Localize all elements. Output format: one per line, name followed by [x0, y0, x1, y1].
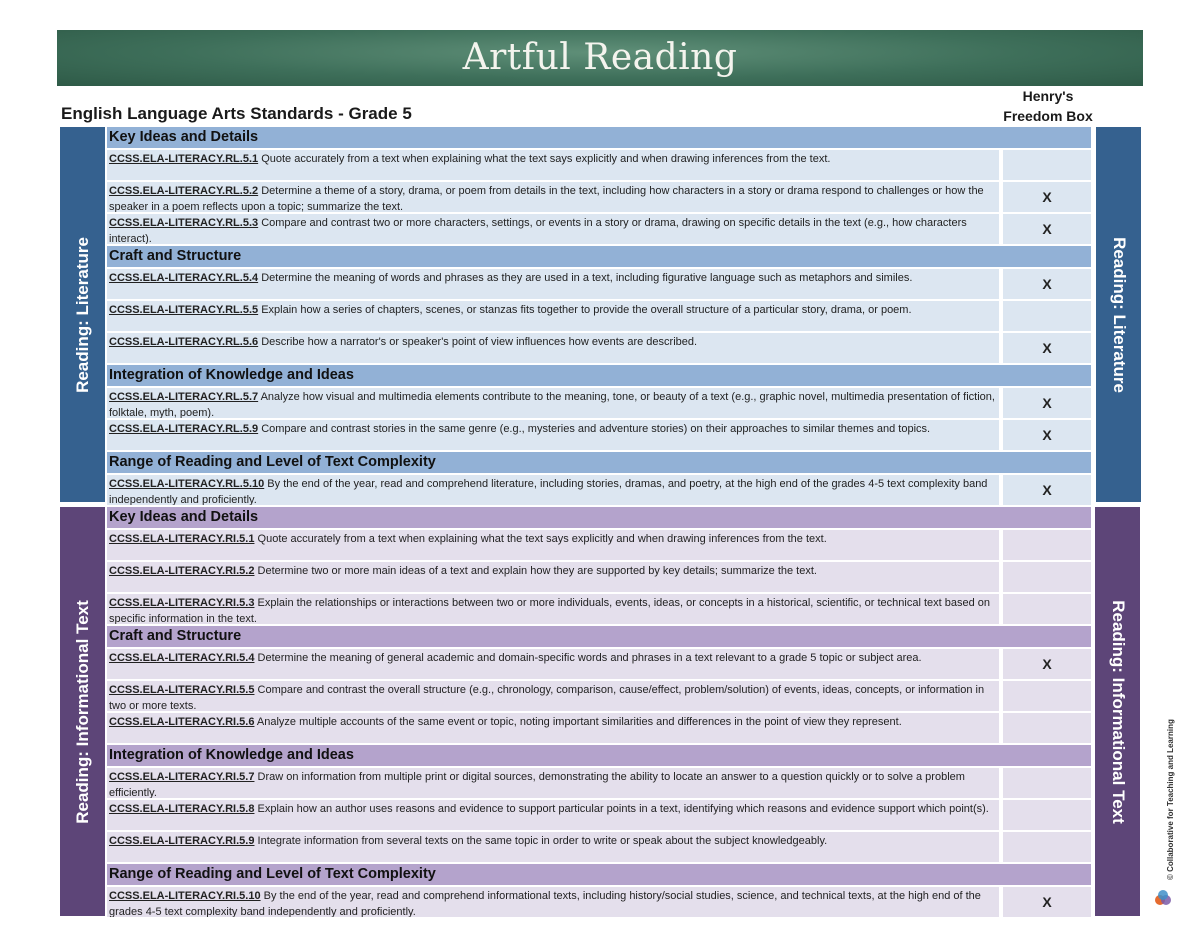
- standard-description: [107, 301, 999, 331]
- standard-text: Quote accurately from a text when explaining what the text says explicitly and when drawing inferences from the text.: [258, 153, 831, 165]
- freedom-box-mark: X: [1003, 388, 1091, 418]
- sidebar-label: Reading: Informational Text: [1108, 599, 1128, 824]
- standard-row: [107, 562, 1091, 592]
- title-banner: [57, 30, 1143, 86]
- subtitle: English Language Arts Standards - Grade 5: [61, 104, 412, 123]
- standard-code-link[interactable]: CCSS.ELA-LITERACY.RL.5.10: [109, 478, 265, 490]
- standard-row: [107, 150, 1091, 180]
- standard-code-link[interactable]: CCSS.ELA-LITERACY.RI.5.3: [109, 597, 255, 609]
- standard-text: Analyze multiple accounts of the same event or topic, noting important similarities and differences in the point of view they represent.: [254, 716, 902, 728]
- standard-description: [107, 214, 999, 244]
- standard-row: [107, 301, 1091, 331]
- section-header: Craft and Structure: [107, 246, 1091, 267]
- standard-code-link[interactable]: CCSS.ELA-LITERACY.RL.5.1: [109, 153, 259, 165]
- standard-description: [107, 800, 999, 830]
- standard-text: Compare and contrast stories in the same genre (e.g., mysteries and adventure stories) on their approaches to similar themes and topics.: [258, 423, 931, 435]
- freedom-box-mark: [1003, 530, 1091, 560]
- freedom-box-mark: [1003, 594, 1091, 624]
- freedom-box-mark: [1003, 562, 1091, 592]
- standard-description: [107, 530, 999, 560]
- standard-description: [107, 388, 999, 418]
- standard-description: [107, 562, 999, 592]
- freedom-box-mark: [1003, 832, 1091, 862]
- standard-text: Analyze how visual and multimedia elements contribute to the meaning, tone, or beauty of a text (e.g., graphic novel, multimedia presentation of fiction, folktale, myth, poem).: [109, 391, 995, 418]
- sidebar-label: Reading: Informational Text: [72, 599, 92, 824]
- standard-text: Describe how a narrator's or speaker's point of view influences how events are described.: [258, 336, 698, 348]
- standard-description: [107, 649, 999, 679]
- standard-description: [107, 887, 999, 917]
- standard-description: [107, 420, 999, 450]
- standard-text: Determine the meaning of words and phrases as they are used in a text, including figurative language such as metaphors and similes.: [258, 272, 913, 284]
- ctl-logo-icon: [1153, 888, 1173, 908]
- standard-description: [107, 832, 999, 862]
- standard-description: [107, 681, 999, 711]
- freedom-box-mark: X: [1003, 214, 1091, 244]
- standard-code-link[interactable]: CCSS.ELA-LITERACY.RL.5.5: [109, 304, 259, 316]
- standard-row: [107, 269, 1091, 299]
- standard-code-link[interactable]: CCSS.ELA-LITERACY.RL.5.6: [109, 336, 259, 348]
- standard-description: [107, 150, 999, 180]
- standard-code-link[interactable]: CCSS.ELA-LITERACY.RI.5.1: [109, 533, 255, 545]
- standard-row: [107, 475, 1091, 505]
- standard-row: [107, 887, 1091, 917]
- section-header: Range of Reading and Level of Text Complexity: [107, 452, 1091, 473]
- column-header-line1: Henry's: [1022, 88, 1074, 104]
- standard-code-link[interactable]: CCSS.ELA-LITERACY.RL.5.7: [109, 391, 259, 403]
- standard-code-link[interactable]: CCSS.ELA-LITERACY.RI.5.8: [109, 803, 255, 815]
- standard-text: Integrate information from several texts on the same topic in order to write or speak about the subject knowledgeably.: [254, 835, 828, 847]
- freedom-box-mark: [1003, 150, 1091, 180]
- standard-text: Draw on information from multiple print or digital sources, demonstrating the ability to locate an answer to a question quickly or to solve a problem efficiently.: [109, 771, 965, 798]
- standard-text: Determine the meaning of general academic and domain-specific words and phrases in a text relevant to a grade 5 topic or subject area.: [254, 652, 922, 664]
- standard-code-link[interactable]: CCSS.ELA-LITERACY.RL.5.4: [109, 272, 259, 284]
- standard-row: [107, 388, 1091, 418]
- standard-description: [107, 182, 999, 212]
- standard-text: Compare and contrast the overall structure (e.g., chronology, comparison, cause/effect, problem/solution) of events, ideas, concepts, or information in two or more texts.: [109, 684, 985, 711]
- standard-text: Explain the relationships or interactions between two or more individuals, events, ideas, or concepts in a historical, scientific, or technical text based on specific information in the text.: [109, 597, 991, 624]
- sidebar-informational-right: [1095, 507, 1140, 916]
- standard-row: [107, 594, 1091, 624]
- standard-code-link[interactable]: CCSS.ELA-LITERACY.RI.5.10: [109, 890, 261, 902]
- sidebar-label: Reading: Literature: [1109, 236, 1129, 393]
- informational-standards: [107, 507, 1091, 919]
- standard-code-link[interactable]: CCSS.ELA-LITERACY.RI.5.6: [109, 716, 255, 728]
- sidebar-informational-left: [60, 507, 105, 916]
- section-header: Integration of Knowledge and Ideas: [107, 745, 1091, 766]
- standard-code-link[interactable]: CCSS.ELA-LITERACY.RL.5.9: [109, 423, 259, 435]
- standard-text: Determine two or more main ideas of a text and explain how they are supported by key details; summarize the text.: [254, 565, 817, 577]
- column-header-box: [998, 86, 1098, 126]
- freedom-box-mark: [1003, 681, 1091, 711]
- standard-code-link[interactable]: CCSS.ELA-LITERACY.RL.5.2: [109, 185, 259, 197]
- standard-row: [107, 713, 1091, 743]
- freedom-box-mark: X: [1003, 475, 1091, 505]
- standard-row: [107, 768, 1091, 798]
- standard-text: Determine a theme of a story, drama, or poem from details in the text, including how characters in a story or drama respond to challenges or how the speaker in a poem reflects upon a topic; summarize the text.: [109, 185, 984, 212]
- freedom-box-mark: X: [1003, 182, 1091, 212]
- standard-text: Explain how an author uses reasons and evidence to support particular points in a text, identifying which reasons and evidence support which point(s).: [254, 803, 989, 815]
- standard-code-link[interactable]: CCSS.ELA-LITERACY.RI.5.9: [109, 835, 255, 847]
- standard-code-link[interactable]: CCSS.ELA-LITERACY.RL.5.3: [109, 217, 259, 229]
- freedom-box-mark: X: [1003, 333, 1091, 363]
- freedom-box-mark: X: [1003, 269, 1091, 299]
- standard-code-link[interactable]: CCSS.ELA-LITERACY.RI.5.5: [109, 684, 255, 696]
- standard-description: [107, 594, 999, 624]
- section-header: Integration of Knowledge and Ideas: [107, 365, 1091, 386]
- literature-standards: [107, 127, 1091, 507]
- page-title: Artful Reading: [462, 37, 738, 78]
- standard-text: Quote accurately from a text when explaining what the text says explicitly and when drawing inferences from the text.: [254, 533, 827, 545]
- standard-text: Compare and contrast two or more characters, settings, or events in a story or drama, drawing on specific details in the text (e.g., how characters interact).: [109, 217, 967, 244]
- section-header: Craft and Structure: [107, 626, 1091, 647]
- standard-row: [107, 681, 1091, 711]
- sidebar-literature-left: [60, 127, 105, 502]
- standard-row: [107, 214, 1091, 244]
- standard-row: [107, 530, 1091, 560]
- freedom-box-mark: [1003, 800, 1091, 830]
- section-header: Key Ideas and Details: [107, 127, 1091, 148]
- standard-code-link[interactable]: CCSS.ELA-LITERACY.RI.5.4: [109, 652, 255, 664]
- standard-text: Explain how a series of chapters, scenes, or stanzas fits together to provide the overall structure of a particular story, drama, or poem.: [258, 304, 912, 316]
- section-header: Range of Reading and Level of Text Complexity: [107, 864, 1091, 885]
- sidebar-literature-right: [1096, 127, 1141, 502]
- freedom-box-mark: X: [1003, 420, 1091, 450]
- standard-text: By the end of the year, read and comprehend literature, including stories, dramas, and poetry, at the high end of the grades 4-5 text complexity band independently and proficiently.: [109, 478, 988, 505]
- standard-code-link[interactable]: CCSS.ELA-LITERACY.RI.5.7: [109, 771, 255, 783]
- sidebar-label: Reading: Literature: [72, 236, 92, 393]
- freedom-box-mark: X: [1003, 887, 1091, 917]
- standard-row: [107, 832, 1091, 862]
- freedom-box-mark: [1003, 301, 1091, 331]
- freedom-box-mark: X: [1003, 649, 1091, 679]
- standard-row: [107, 182, 1091, 212]
- standard-text: By the end of the year, read and comprehend informational texts, including history/social studies, science, and technical texts, at the high end of the grades 4-5 text complexity band independently and proficiently.: [109, 890, 981, 917]
- standard-row: [107, 333, 1091, 363]
- standard-row: [107, 800, 1091, 830]
- column-header-line2: Freedom Box: [1003, 108, 1093, 124]
- standard-description: [107, 269, 999, 299]
- section-header: Key Ideas and Details: [107, 507, 1091, 528]
- standard-code-link[interactable]: CCSS.ELA-LITERACY.RI.5.2: [109, 565, 255, 577]
- standard-description: [107, 475, 999, 505]
- standard-description: [107, 713, 999, 743]
- freedom-box-mark: [1003, 768, 1091, 798]
- freedom-box-mark: [1003, 713, 1091, 743]
- standard-description: [107, 333, 999, 363]
- standard-description: [107, 768, 999, 798]
- standard-row: [107, 420, 1091, 450]
- standard-row: [107, 649, 1091, 679]
